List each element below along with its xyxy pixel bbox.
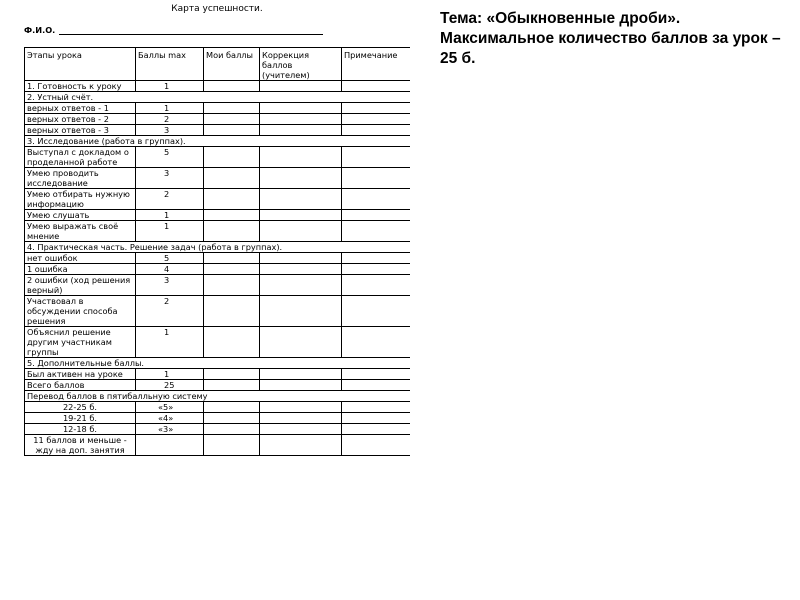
max-score-cell: 2 [136,189,204,210]
table-row [25,380,411,391]
max-score-cell: 1 [136,327,204,358]
table-row [25,253,411,264]
card-title: Карта успешности. [171,4,263,14]
my-score-cell[interactable] [204,424,260,435]
note-cell[interactable] [342,435,411,456]
my-score-cell[interactable] [204,168,260,189]
max-score-cell: 2 [136,114,204,125]
correction-cell[interactable] [260,210,342,221]
header-max-score: Баллы max [136,48,204,81]
my-score-cell[interactable] [204,147,260,168]
correction-cell[interactable] [260,369,342,380]
note-cell[interactable] [342,103,411,114]
section-row [25,92,411,103]
correction-cell[interactable] [260,221,342,242]
grade-row [25,413,411,424]
correction-cell[interactable] [260,413,342,424]
note-cell[interactable] [342,221,411,242]
note-cell[interactable] [342,81,411,92]
note-cell[interactable] [342,253,411,264]
section-row [25,391,411,402]
stage-label: нет ошибок [25,253,136,264]
my-score-cell[interactable] [204,253,260,264]
correction-cell[interactable] [260,147,342,168]
section-row [25,136,411,147]
table-row [25,81,411,92]
correction-cell[interactable] [260,296,342,327]
stage-label: верных ответов - 3 [25,125,136,136]
max-score-cell: 2 [136,296,204,327]
my-score-cell[interactable] [204,296,260,327]
max-score-cell: 1 [136,369,204,380]
correction-cell[interactable] [260,327,342,358]
note-cell[interactable] [342,125,411,136]
header-correction: Коррекция баллов (учителем) [260,48,342,81]
stage-label: 2 ошибки (ход решения верный) [25,275,136,296]
max-score-cell: 4 [136,264,204,275]
stage-label: верных ответов - 1 [25,103,136,114]
my-score-cell[interactable] [204,369,260,380]
table-row [25,125,411,136]
table-row [25,168,411,189]
fio-underline [59,25,323,35]
my-score-cell[interactable] [204,125,260,136]
grade-row [25,424,411,435]
max-score-cell: 5 [136,147,204,168]
note-cell[interactable] [342,402,411,413]
stage-label: Умею проводить исследование [25,168,136,189]
table-header-row [25,48,411,81]
my-score-cell[interactable] [204,380,260,391]
correction-cell[interactable] [260,189,342,210]
note-cell[interactable] [342,147,411,168]
stage-label: Участвовал в обсуждении способа решения [25,296,136,327]
correction-cell[interactable] [260,402,342,413]
stage-label: Умею слушать [25,210,136,221]
my-score-cell[interactable] [204,210,260,221]
table-row [25,114,411,125]
section-title: 4. Практическая часть. Решение задач (работа в группах). [25,242,411,253]
topic-block [440,9,790,69]
stage-label: 1 ошибка [25,264,136,275]
correction-cell[interactable] [260,253,342,264]
correction-cell[interactable] [260,380,342,391]
section-row [25,242,411,253]
stage-label: Умею выражать своё мнение [25,221,136,242]
stage-label: Выступал с докладом о проделанной работе [25,147,136,168]
grade-mark: «5» [136,402,204,413]
section-title: 2. Устный счёт. [25,92,411,103]
table-body [25,81,411,456]
correction-cell[interactable] [260,103,342,114]
correction-cell[interactable] [260,114,342,125]
note-cell[interactable] [342,413,411,424]
correction-cell[interactable] [260,435,342,456]
correction-cell[interactable] [260,264,342,275]
fio-row [24,24,410,35]
grade-mark: «4» [136,413,204,424]
table-row [25,296,411,327]
max-score-cell: 25 [136,380,204,391]
grade-mark: «3» [136,424,204,435]
table-row [25,264,411,275]
max-score-cell: 1 [136,103,204,114]
grade-range: 11 баллов и меньше - жду на доп. занятия [25,435,136,456]
max-score-cell: 3 [136,125,204,136]
topic-title: Тема: «Обыкновенные дроби». [440,10,681,27]
note-cell[interactable] [342,189,411,210]
my-score-cell[interactable] [204,81,260,92]
correction-cell[interactable] [260,424,342,435]
table-row [25,327,411,358]
note-cell[interactable] [342,210,411,221]
my-score-cell[interactable] [204,264,260,275]
table-row [25,275,411,296]
header-note: Примечание [342,48,411,81]
table-row [25,369,411,380]
grade-row [25,435,411,456]
section-row [25,358,411,369]
my-score-cell[interactable] [204,275,260,296]
header-my-score: Мои баллы [204,48,260,81]
correction-cell[interactable] [260,168,342,189]
grade-range: 12-18 б. [25,424,136,435]
correction-cell[interactable] [260,275,342,296]
grade-range: 19-21 б. [25,413,136,424]
max-score-cell: 1 [136,81,204,92]
section-title: Перевод баллов в пятибалльную систему [25,391,411,402]
max-score-cell: 3 [136,275,204,296]
my-score-cell[interactable] [204,103,260,114]
correction-cell[interactable] [260,125,342,136]
topic-max-score: Максимальное количество баллов за урок – 25 б. [440,30,781,67]
note-cell[interactable] [342,264,411,275]
my-score-cell[interactable] [204,413,260,424]
correction-cell[interactable] [260,81,342,92]
stage-label: Умею отбирать нужную информацию [25,189,136,210]
note-cell[interactable] [342,168,411,189]
my-score-cell[interactable] [204,327,260,358]
section-title: 5. Дополнительные баллы. [25,358,411,369]
note-cell[interactable] [342,327,411,358]
table-row [25,221,411,242]
fio-label: Ф.И.О. [24,25,56,35]
stage-label: Был активен на уроке [25,369,136,380]
max-score-cell: 5 [136,253,204,264]
max-score-cell: 1 [136,210,204,221]
section-title: 3. Исследование (работа в группах). [25,136,411,147]
stage-label: верных ответов - 2 [25,114,136,125]
max-score-cell: 3 [136,168,204,189]
my-score-cell[interactable] [204,402,260,413]
stage-label: 1. Готовность к уроку [25,81,136,92]
max-score-cell: 1 [136,221,204,242]
success-card [24,2,410,598]
table-row [25,147,411,168]
stage-label: Всего баллов [25,380,136,391]
scoring-table [24,47,410,456]
note-cell[interactable] [342,296,411,327]
note-cell[interactable] [342,424,411,435]
grade-row [25,402,411,413]
stage-label: Объяснил решение другим участникам группы [25,327,136,358]
grade-range: 22-25 б. [25,402,136,413]
note-cell[interactable] [342,380,411,391]
table-row [25,103,411,114]
note-cell[interactable] [342,275,411,296]
table-row [25,210,411,221]
table-row [25,189,411,210]
my-score-cell[interactable] [204,114,260,125]
note-cell[interactable] [342,114,411,125]
note-cell[interactable] [342,369,411,380]
grade-mark [136,435,204,456]
my-score-cell[interactable] [204,435,260,456]
header-stages: Этапы урока [25,48,136,81]
my-score-cell[interactable] [204,189,260,210]
my-score-cell[interactable] [204,221,260,242]
